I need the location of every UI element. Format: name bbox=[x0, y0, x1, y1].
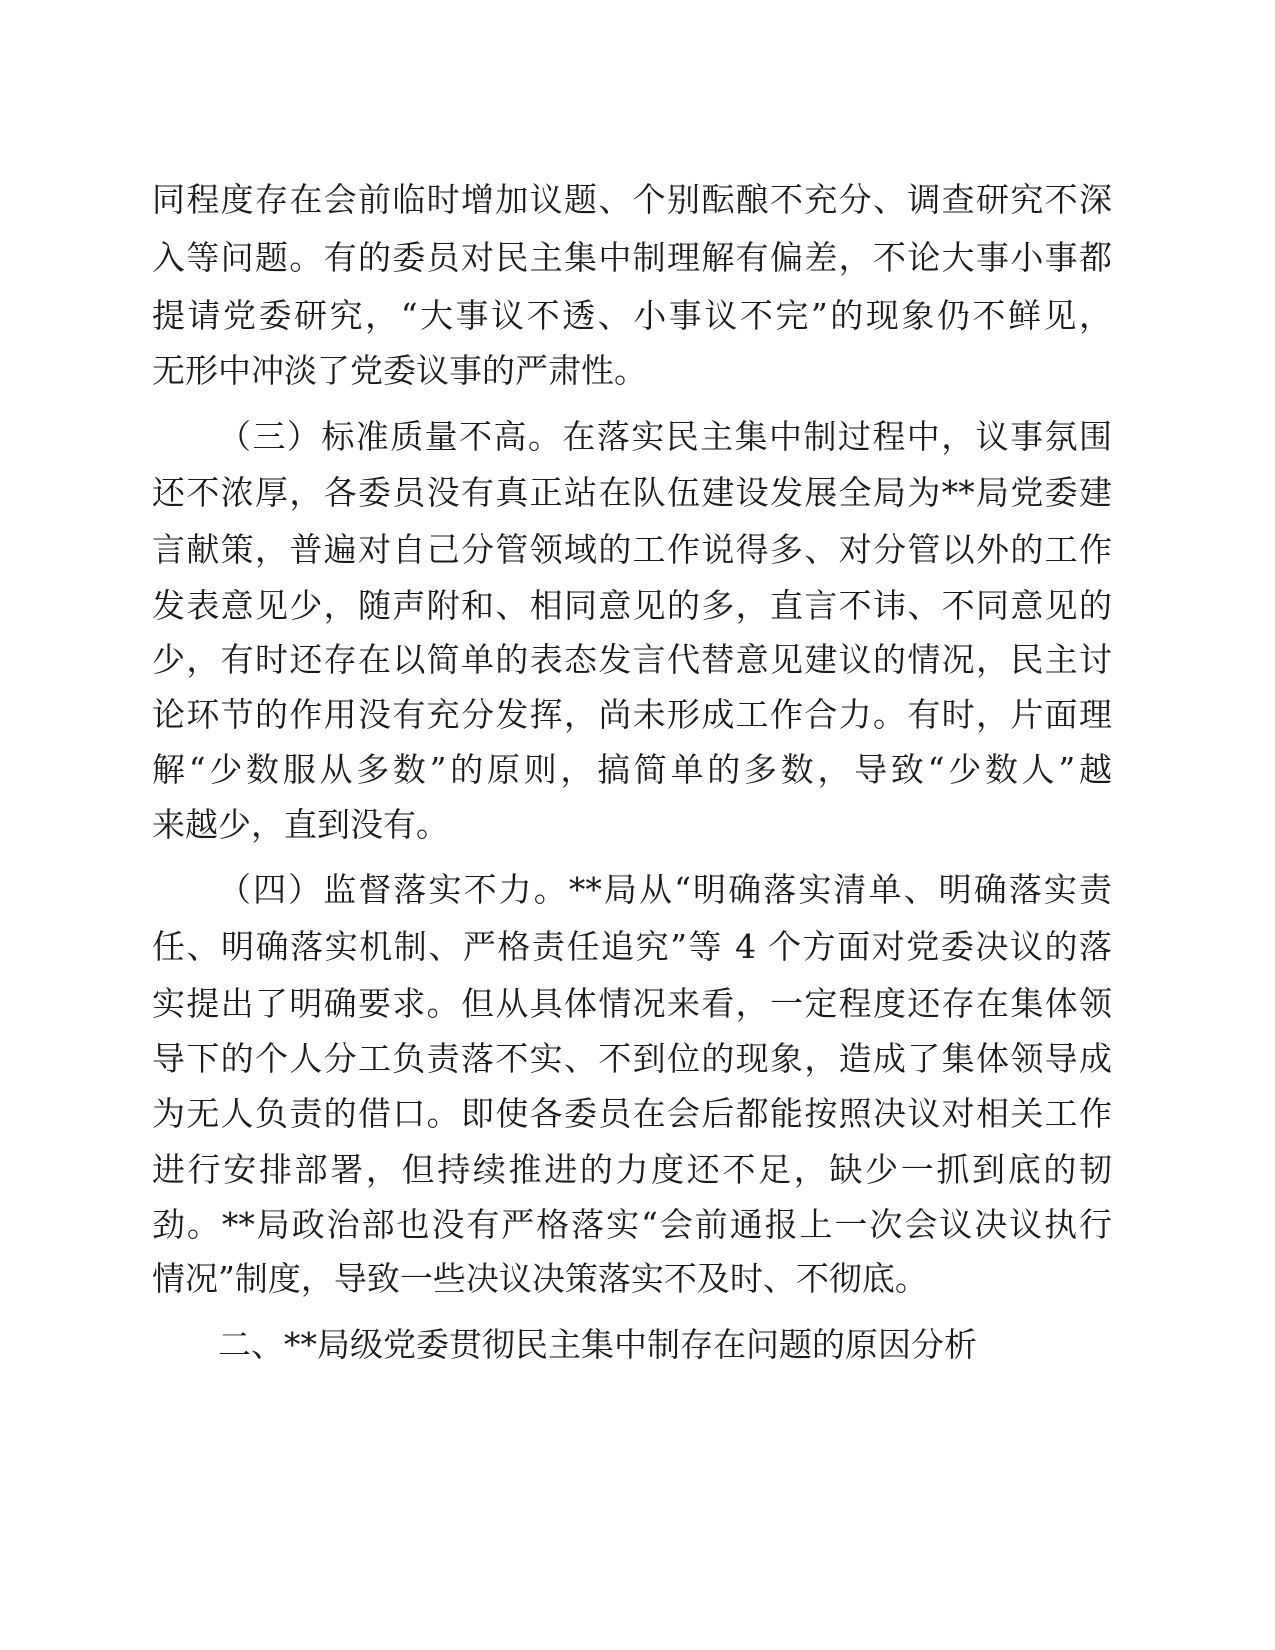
paragraph-2-line-4: 发表意见少，随声附和、相同意见的多，直言不讳、不同意见的 bbox=[152, 586, 1112, 625]
paragraph-2-line-3: 言献策，普遍对自己分管领域的工作说得多、对分管以外的工作 bbox=[152, 530, 1112, 569]
paragraph-1-line-2: 入等问题。有的委员对民主集中制理解有偏差，不论大事小事都 bbox=[152, 238, 1112, 277]
paragraph-3-line-7: 劲。**局政治部也没有严格落实“会前通报上一次会议决议执行 bbox=[152, 1205, 1112, 1244]
paragraph-2-line-7: 解“少数服从多数”的原则，搞简单的多数，导致“少数人”越 bbox=[152, 750, 1112, 789]
paragraph-3-line-3: 实提出了明确要求。但从具体情况来看，一定程度还存在集体领 bbox=[152, 984, 1112, 1023]
paragraph-3-line-4: 导下的个人分工负责落不实、不到位的现象，造成了集体领导成 bbox=[152, 1039, 1112, 1078]
paragraph-1-line-3: 提请党委研究，“大事议不透、小事议不完”的现象仍不鲜见， bbox=[152, 296, 1112, 335]
document-page bbox=[152, 0, 1112, 1650]
paragraph-3-line-6: 进行安排部署，但持续推进的力度还不足，缺少一抓到底的韧 bbox=[152, 1150, 1112, 1189]
paragraph-2-line-2: 还不浓厚，各委员没有真正站在队伍建设发展全局为**局党委建 bbox=[152, 473, 1112, 512]
paragraph-1-line-1: 同程度存在会前临时增加议题、个别酝酿不充分、调查研究不深 bbox=[152, 180, 1112, 219]
paragraph-2-line-1: （三）标准质量不高。在落实民主集中制过程中，议事氛围 bbox=[218, 417, 1112, 456]
paragraph-2-line-5: 少，有时还存在以简单的表态发言代替意见建议的情况，民主讨 bbox=[152, 640, 1112, 679]
section-heading: 二、**局级党委贯彻民主集中制存在问题的原因分析 bbox=[218, 1325, 977, 1364]
paragraph-3-line-8: 情况”制度，导致一些决议决策落实不及时、不彻底。 bbox=[152, 1259, 928, 1298]
paragraph-3-line-2: 任、明确落实机制、严格责任追究”等 4 个方面对党委决议的落 bbox=[152, 927, 1112, 966]
paragraph-1-line-4: 无形中冲淡了党委议事的严肃性。 bbox=[152, 351, 647, 390]
paragraph-3-line-1: （四）监督落实不力。**局从“明确落实清单、明确落实责 bbox=[218, 870, 1112, 909]
paragraph-2-line-8: 来越少，直到没有。 bbox=[152, 805, 449, 844]
paragraph-3-line-5: 为无人负责的借口。即使各委员在会后都能按照决议对相关工作 bbox=[152, 1094, 1112, 1133]
paragraph-2-line-6: 论环节的作用没有充分发挥，尚未形成工作合力。有时，片面理 bbox=[152, 695, 1112, 734]
